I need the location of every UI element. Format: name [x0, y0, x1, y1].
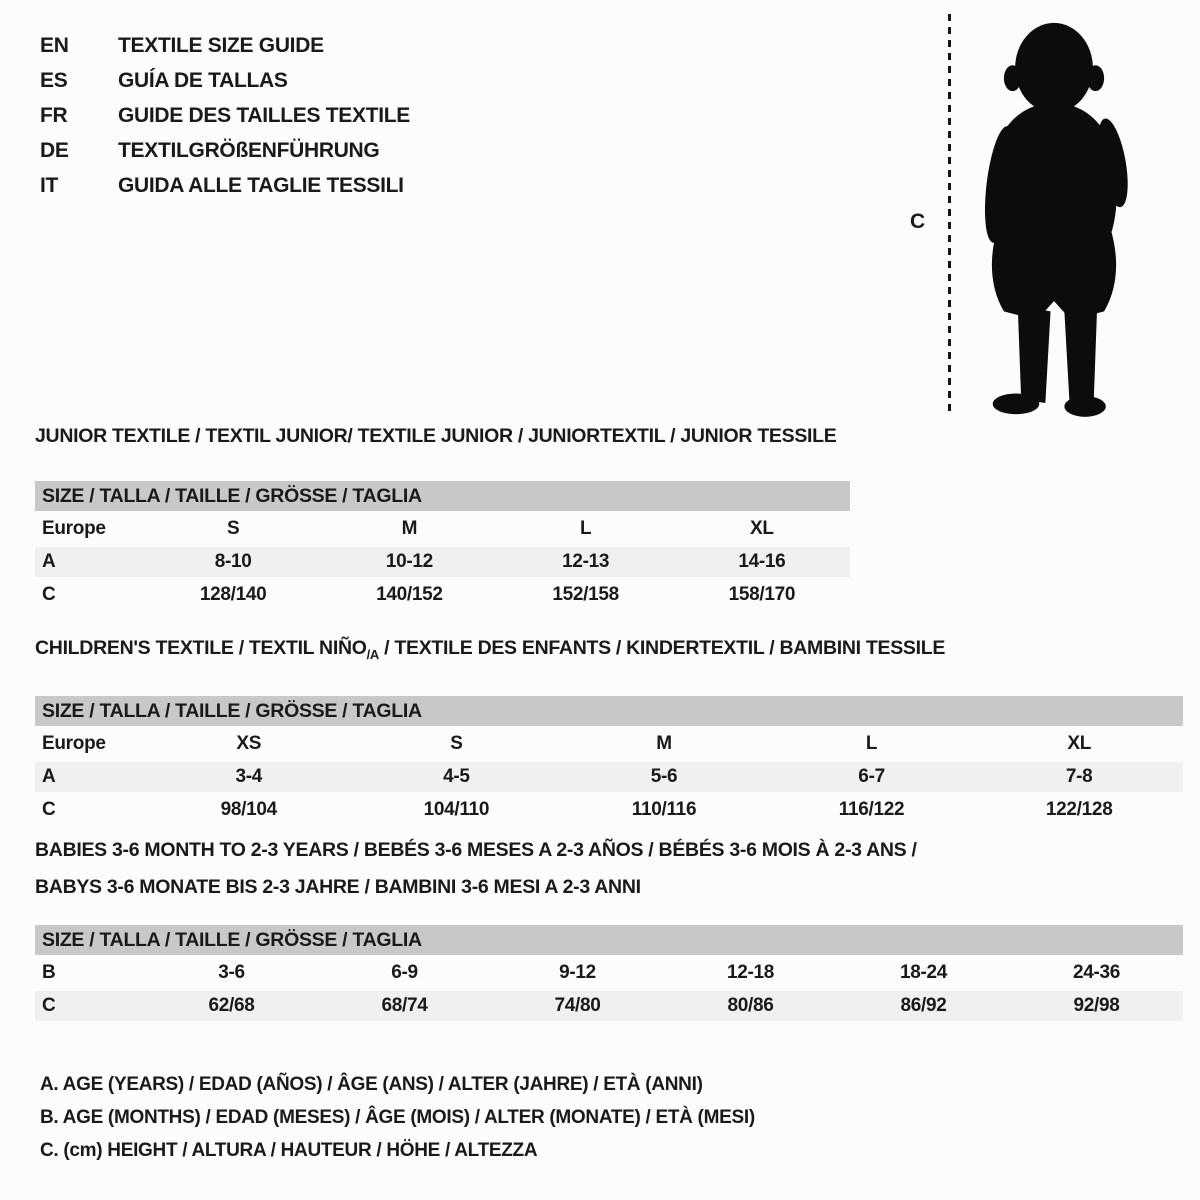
lang-code: FR: [40, 104, 68, 127]
row-label: B: [42, 962, 56, 983]
height-cell: 116/122: [838, 798, 905, 820]
title-prefix: CHILDREN'S TEXTILE / TEXTIL NIÑO: [35, 637, 367, 659]
table-row: [35, 729, 1183, 759]
size-header-bar: SIZE / TALLA / TAILLE / GRÖSSE / TAGLIA: [35, 696, 1183, 726]
table-row: [35, 991, 1183, 1021]
height-cell: 128/140: [199, 584, 267, 605]
height-cell: 92/98: [1073, 995, 1120, 1016]
height-cell: 110/116: [631, 798, 697, 820]
height-cell: 68/74: [381, 995, 428, 1016]
size-cell: XL: [750, 518, 774, 539]
section-junior-textile: [35, 425, 850, 610]
section-childrens-textile: [35, 637, 1183, 825]
age-cell: 24-36: [1072, 962, 1121, 983]
size-header-bar: SIZE / TALLA / TAILLE / GRÖSSE / TAGLIA: [35, 925, 1183, 955]
age-cell: 8-10: [214, 551, 252, 572]
height-cell: 104/110: [423, 798, 490, 820]
height-measure-label: C: [910, 210, 926, 233]
height-cell: 80/86: [727, 995, 774, 1016]
section-babies-textile: [35, 832, 1183, 1021]
height-cell: 122/128: [1045, 798, 1113, 820]
legend-line-b: B. AGE (MONTHS) / EDAD (MESES) / ÂGE (MOIS) / ALTER (MONATE) / ETÀ (MESI): [40, 1107, 755, 1128]
section-title: [35, 637, 1183, 666]
row-label: A: [42, 551, 56, 572]
height-cell: 62/68: [208, 995, 255, 1016]
size-cell: L: [579, 518, 592, 539]
age-cell: 5-6: [650, 765, 678, 787]
size-cell: L: [865, 732, 878, 754]
row-label: C: [42, 995, 56, 1016]
age-cell: 6-7: [858, 765, 885, 787]
table-row: [35, 580, 850, 610]
table-row: [35, 514, 850, 544]
lang-code: ES: [40, 69, 68, 92]
table-row: [35, 547, 850, 577]
age-cell: 18-24: [899, 962, 948, 983]
size-cell: XS: [236, 732, 262, 754]
age-cell: 10-12: [385, 551, 433, 572]
size-cell: S: [450, 732, 463, 754]
title-subscript: /A: [366, 646, 380, 662]
size-cell: M: [401, 518, 418, 539]
lang-row-en: [40, 28, 410, 63]
age-cell: 6-9: [391, 962, 418, 983]
row-label: Europe: [42, 518, 106, 539]
legend-line-c: C. (cm) HEIGHT / ALTURA / HAUTEUR / HÖHE / ALTEZZA: [40, 1140, 538, 1161]
height-cell: 86/92: [900, 995, 947, 1016]
lang-row-es: [40, 63, 410, 98]
section-title: JUNIOR TEXTILE / TEXTIL JUNIOR/ TEXTILE JUNIOR / JUNIORTEXTIL / JUNIOR TESSILE: [35, 425, 837, 447]
table-row: [35, 795, 1183, 825]
age-cell: 14-16: [738, 551, 786, 572]
section-title-line2: BABYS 3-6 MONATE BIS 2-3 JAHRE / BAMBINI 3-6 MESI A 2-3 ANNI: [35, 876, 641, 898]
age-cell: 4-5: [443, 765, 470, 787]
height-cell: 140/152: [376, 584, 443, 605]
row-label: Europe: [42, 732, 106, 754]
lang-title: GUÍA DE TALLAS: [118, 69, 288, 92]
height-measure-dashed-line: [948, 14, 951, 416]
age-cell: 3-4: [235, 765, 263, 787]
lang-code: IT: [40, 174, 59, 197]
table-row: [35, 958, 1183, 988]
age-cell: 7-8: [1065, 765, 1093, 787]
title-suffix: / TEXTILE DES ENFANTS / KINDERTEXTIL / BAMBINI TESSILE: [379, 637, 946, 659]
height-cell: 74/80: [554, 995, 601, 1016]
toddler-silhouette-icon: [966, 16, 1142, 422]
size-cell: XL: [1067, 732, 1092, 754]
lang-title: TEXTILGRÖßENFÜHRUNG: [118, 139, 380, 162]
lang-code: DE: [40, 139, 69, 162]
size-cell: S: [226, 518, 240, 539]
section-title-line1: BABIES 3-6 MONTH TO 2-3 YEARS / BEBÉS 3-6 MESES A 2-3 AÑOS / BÉBÉS 3-6 MOIS À 2-3 ANS /: [35, 839, 917, 861]
size-cell: M: [656, 732, 672, 754]
measurement-legend: [40, 1068, 755, 1167]
age-cell: 3-6: [218, 962, 245, 983]
lang-row-fr: [40, 98, 410, 133]
lang-code: EN: [40, 34, 69, 57]
lang-row-it: [40, 168, 410, 203]
height-cell: 158/170: [728, 584, 796, 605]
table-row: [35, 762, 1183, 792]
age-cell: 12-18: [726, 962, 775, 983]
age-cell: 12-13: [562, 551, 610, 572]
lang-row-de: [40, 133, 410, 168]
row-label: A: [42, 765, 56, 787]
lang-title: TEXTILE SIZE GUIDE: [118, 34, 324, 57]
legend-line-a: A. AGE (YEARS) / EDAD (AÑOS) / ÂGE (ANS) / ALTER (JAHRE) / ETÀ (ANNI): [40, 1074, 703, 1095]
height-cell: 98/104: [220, 798, 277, 820]
lang-title: GUIDE DES TAILLES TEXTILE: [118, 104, 410, 127]
height-cell: 152/158: [552, 584, 619, 605]
row-label: C: [42, 798, 56, 820]
age-cell: 9-12: [559, 962, 596, 983]
row-label: C: [42, 584, 56, 605]
lang-title: GUIDA ALLE TAGLIE TESSILI: [118, 174, 404, 197]
language-title-list: [40, 28, 410, 203]
size-header-bar: SIZE / TALLA / TAILLE / GRÖSSE / TAGLIA: [35, 481, 850, 511]
